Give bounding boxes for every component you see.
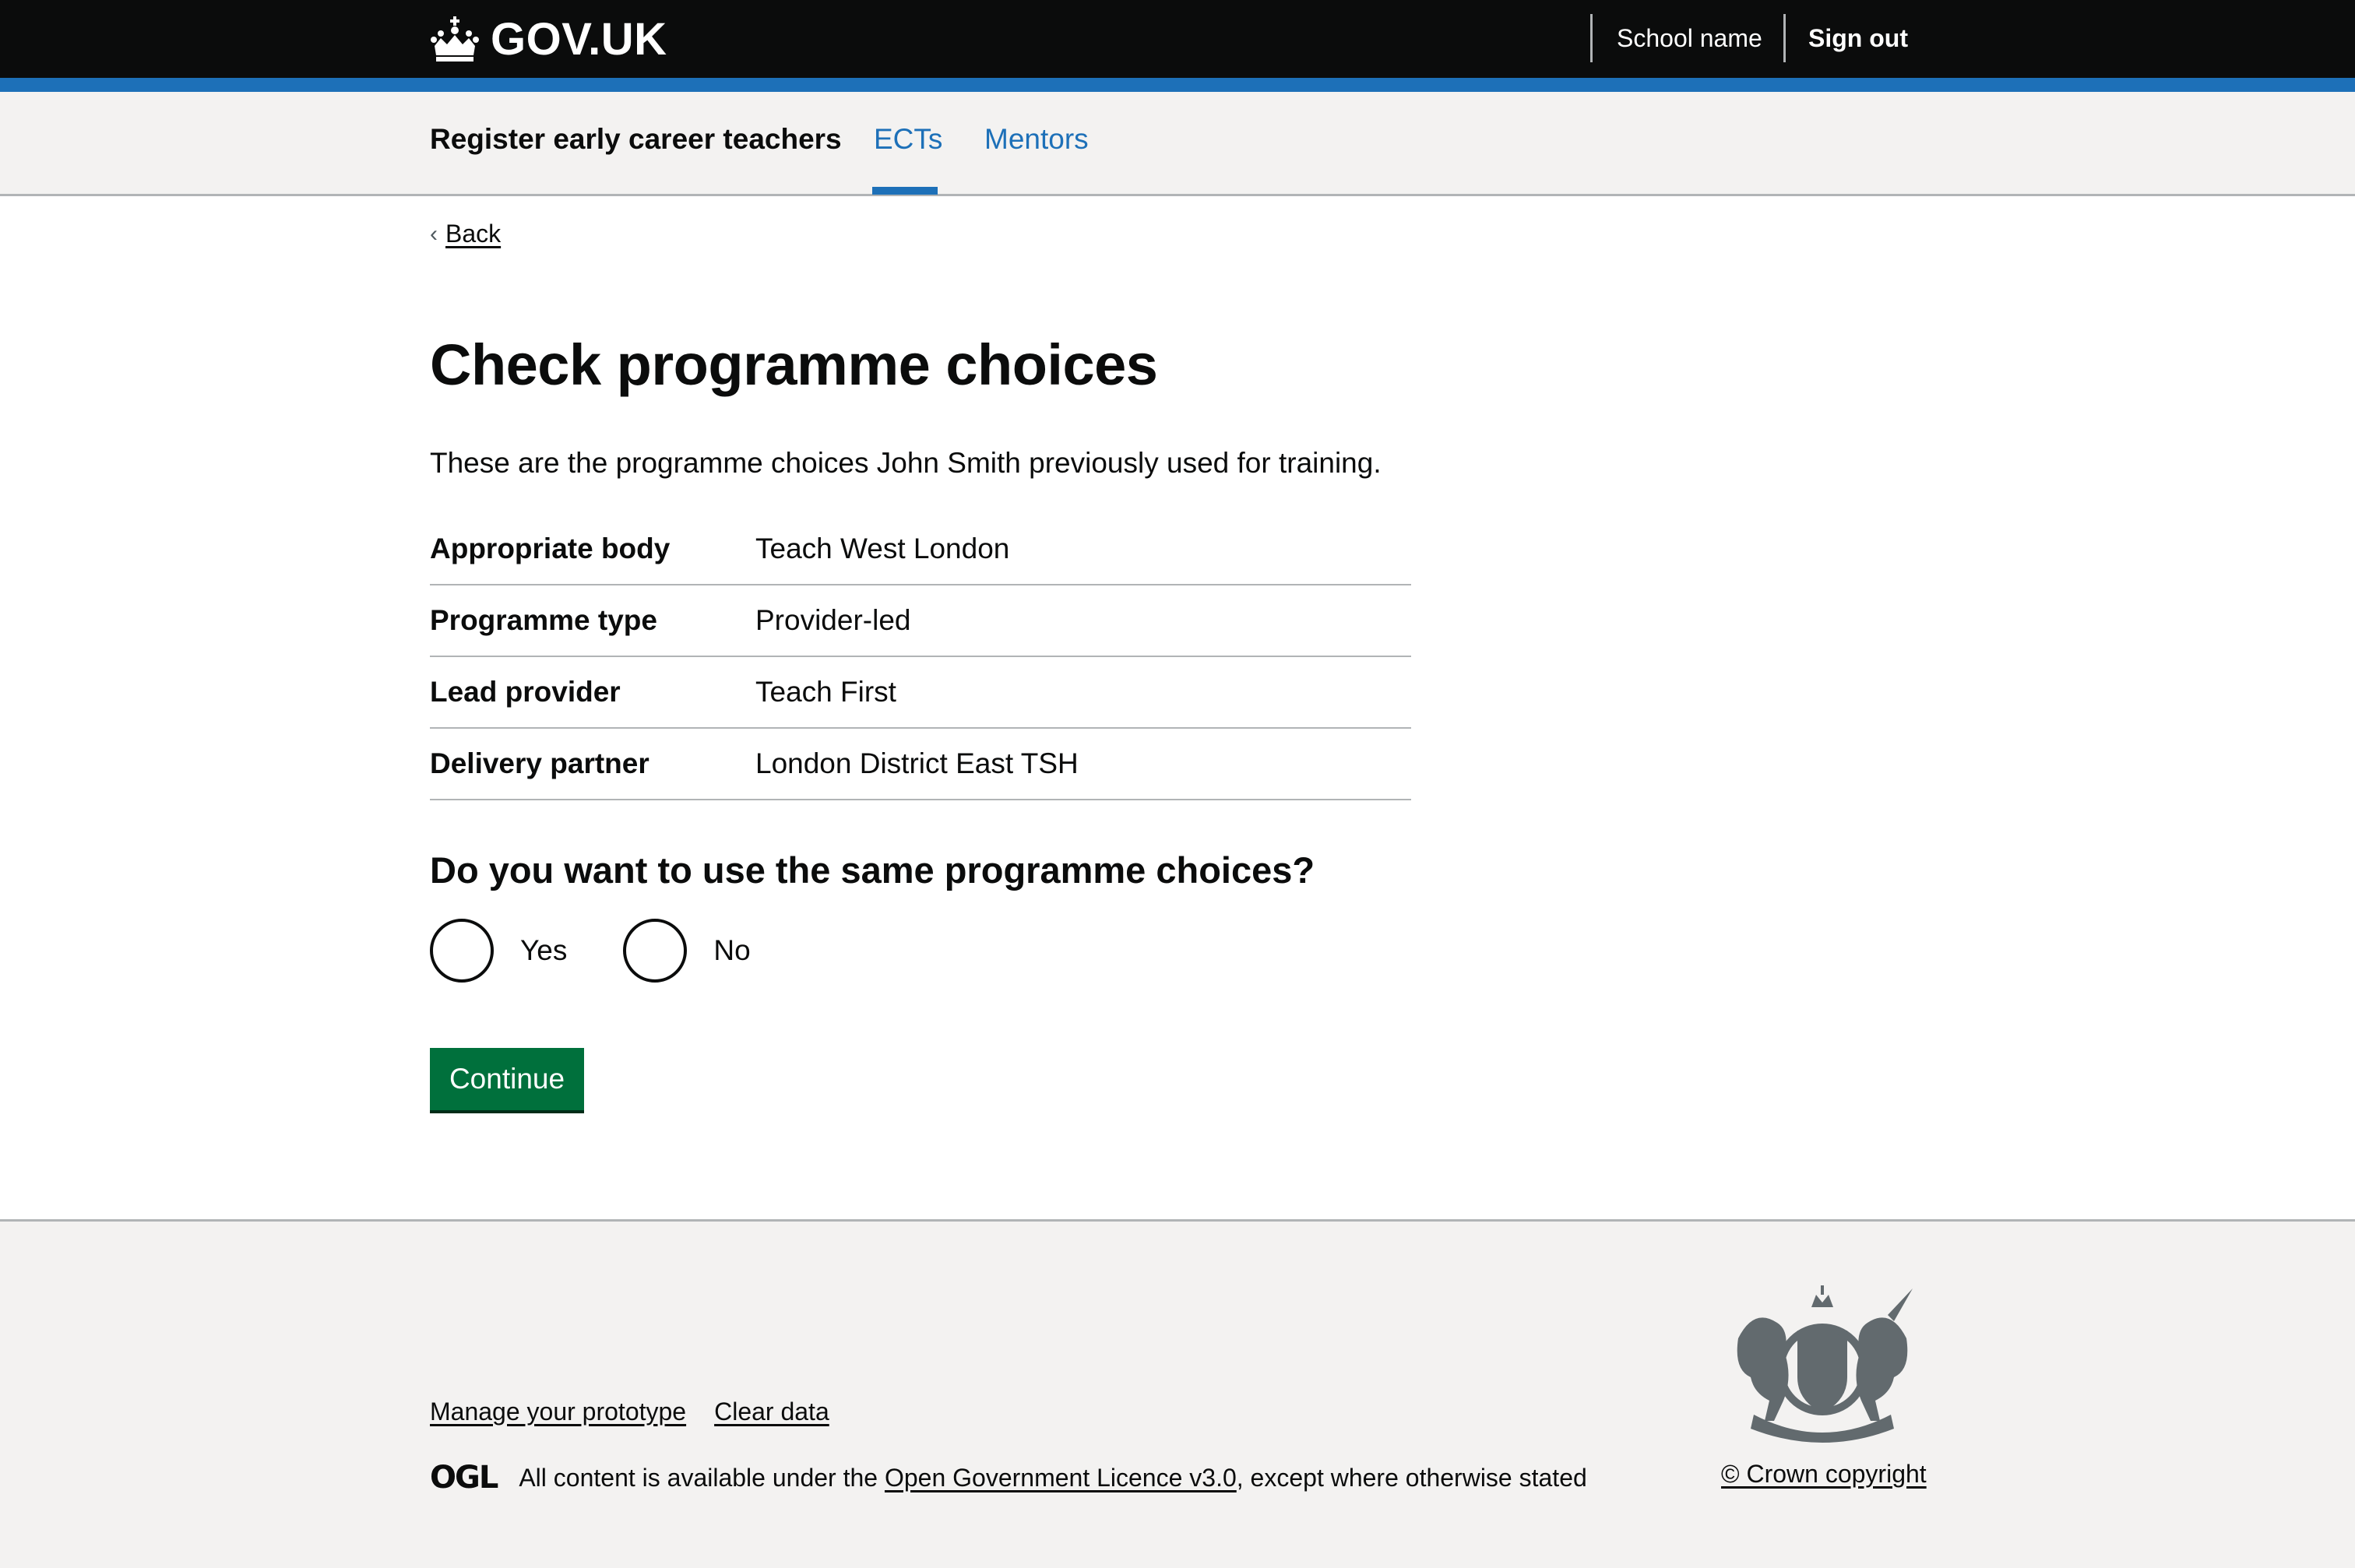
- radio-yes-label[interactable]: Yes: [520, 934, 568, 966]
- service-name[interactable]: Register early career teachers: [430, 123, 842, 155]
- summary-key: Lead provider: [430, 676, 621, 708]
- header-blue-stripe: [0, 78, 2355, 92]
- crown-copyright-link[interactable]: © Crown copyright: [1721, 1460, 1927, 1488]
- radio-no[interactable]: [623, 919, 687, 983]
- page-title: Check programme choices: [430, 332, 1158, 397]
- summary-row: [430, 729, 1411, 800]
- summary-value: Provider-led: [755, 604, 911, 636]
- crown-icon: [430, 15, 480, 63]
- nav-item-ects[interactable]: ECTs: [874, 123, 943, 155]
- summary-key: Programme type: [430, 604, 657, 636]
- summary-list: [430, 514, 1411, 800]
- nav-item-mentors[interactable]: Mentors: [984, 123, 1089, 155]
- header-divider: [1783, 14, 1786, 62]
- sign-out-link[interactable]: Sign out: [1808, 23, 1908, 52]
- logo-text: GOV.UK: [491, 13, 667, 65]
- service-navigation: [0, 92, 2355, 196]
- radio-question: Do you want to use the same programme choices?: [430, 849, 1315, 891]
- clear-data-link[interactable]: Clear data: [714, 1397, 829, 1426]
- summary-value: London District East TSH: [755, 747, 1079, 779]
- summary-value: Teach First: [755, 676, 896, 708]
- licence-statement: [430, 1460, 1587, 1496]
- back-link[interactable]: [430, 220, 501, 248]
- intro-text: These are the programme choices John Smith previously used for training.: [430, 447, 1382, 479]
- radio-option-no[interactable]: [623, 919, 750, 983]
- nav-active-indicator: [872, 187, 938, 195]
- licence-suffix: , except where otherwise stated: [1236, 1463, 1587, 1492]
- radio-group: [430, 919, 807, 983]
- summary-row: [430, 585, 1411, 657]
- footer-links: [430, 1397, 857, 1426]
- summary-row: [430, 514, 1411, 585]
- radio-yes[interactable]: [430, 919, 494, 983]
- manage-prototype-link[interactable]: Manage your prototype: [430, 1397, 687, 1426]
- radio-no-label[interactable]: No: [713, 934, 751, 966]
- summary-value: Teach West London: [755, 533, 1010, 564]
- govuk-header: [0, 0, 2355, 78]
- summary-row: [430, 657, 1411, 729]
- royal-coat-of-arms-icon: [1723, 1284, 1922, 1447]
- govuk-logo-link[interactable]: [430, 9, 667, 69]
- footer: [0, 1219, 2355, 1568]
- licence-prefix: All content is available under the: [519, 1463, 878, 1492]
- summary-key: Appropriate body: [430, 533, 671, 564]
- summary-key: Delivery partner: [430, 747, 649, 779]
- chevron-left-icon: ‹: [430, 220, 438, 247]
- licence-link[interactable]: Open Government Licence v3.0: [884, 1463, 1237, 1492]
- continue-button[interactable]: Continue: [430, 1048, 584, 1110]
- back-link-label: Back: [445, 220, 502, 248]
- radio-option-yes[interactable]: [430, 919, 567, 983]
- header-divider: [1590, 14, 1593, 62]
- ogl-logo: OGL: [430, 1460, 498, 1496]
- school-name-link[interactable]: School name: [1617, 23, 1762, 52]
